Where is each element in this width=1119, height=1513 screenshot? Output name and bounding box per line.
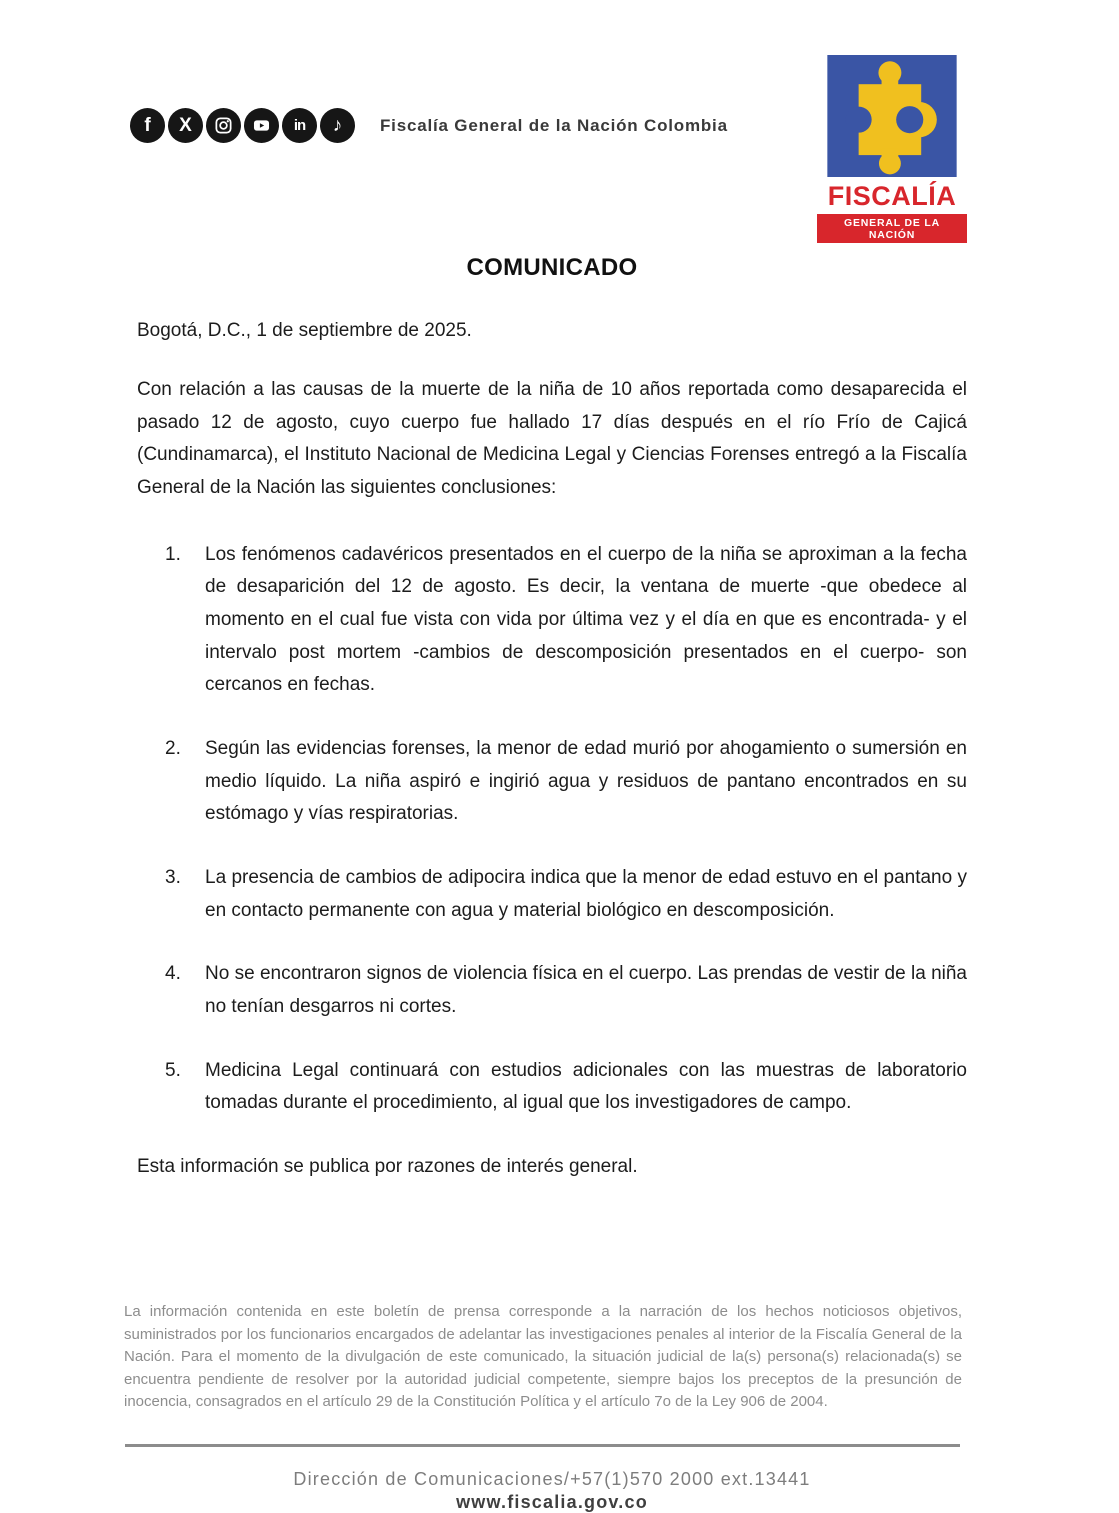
logo-wordmark: FISCALÍA (827, 181, 957, 211)
footer-divider (125, 1444, 960, 1447)
brand-text: Fiscalía General de la Nación Colombia (380, 115, 728, 135)
fiscalia-logo (817, 55, 967, 243)
document-body (0, 254, 1119, 1513)
linkedin-icon[interactable] (282, 108, 317, 143)
conclusion-item-3: La presencia de cambios de adipocira indica que la menor de edad estuvo en el pantano y en contacto permanente con agua y material biológico en descomposición. (205, 867, 967, 921)
facebook-icon[interactable]: f (130, 108, 165, 143)
letterhead (0, 0, 1119, 240)
conclusion-item-1: Los fenómenos cadavéricos presentados en el cuerpo de la niña se aproximan a la fecha de desaparición del 12 de agosto. Es decir, la ventana de muerte -que obedece al momento en el cual fue vista con vida por última vez y el día en que es encontrada- y el intervalo post mortem -cambios de descomposición presentados en el cuerpo- son cercanos en fechas. (205, 543, 967, 696)
conclusion-item-4: No se encontraron signos de violencia física en el cuerpo. Las prendas de vestir de la niña no tenían desgarros ni cortes. (205, 963, 967, 1018)
social-brand-row (130, 108, 728, 143)
tiktok-icon[interactable]: ♪ (320, 108, 355, 143)
youtube-icon[interactable] (244, 108, 279, 143)
x-twitter-icon[interactable]: X (168, 108, 203, 143)
logo-banner: GENERAL DE LA NACIÓN (817, 214, 967, 243)
conclusion-item-5: Medicina Legal continuará con estudios adicionales con las muestras de laboratorio tomadas durante el procedimiento, al igual que los investigadores de campo. (205, 1059, 967, 1114)
document-title: COMUNICADO (466, 254, 638, 281)
dateline: Bogotá, D.C., 1 de septiembre de 2025. (137, 320, 472, 341)
linkedin-glyph: in (293, 117, 306, 134)
fiscalia-logo-emblem (827, 55, 957, 177)
website-link[interactable]: www.fiscalia.gov.co (456, 1491, 648, 1512)
intro-paragraph: Con relación a las causas de la muerte de la niña de 10 años reportada como desaparecida el pasado 12 de agosto, cuyo cuerpo fue hallado 17 días después en el río Frío de Cajicá (Cundinamarca), el Instituto Nacional de Medicina Legal y Ciencias Forenses entregó a la Fiscalía General de la Nación las siguientes conclusiones: (137, 379, 967, 499)
conclusions-list (137, 539, 967, 1120)
social-icons (130, 108, 358, 143)
legal-disclaimer: La información contenida en este boletín de prensa corresponde a la narración de los hechos noticiosos objetivos, suministrados por los funcionarios encargados de adelantar las investigaciones penales al interior de la Fiscalía General de la Nación. Para el momento de la divulgación de este comunicado, la situación judicial de la(s) persona(s) relacionada(s) se encuentra pendiente de resolver por la autoridad judicial competente, siempre bajos los preceptos de la presunción de inocencia, consagrados en el artículo 29 de la Constitución Política y el artículo 7o de la Ley 906 de 2004. (124, 1303, 962, 1411)
conclusion-item-2: Según las evidencias forenses, la menor de edad murió por ahogamiento o sumersión en medio líquido. La niña aspiró e ingirió agua y residuos de pantano encontrados en su estómago y vías respiratorias. (205, 738, 967, 825)
closing-paragraph: Esta información se publica por razones de interés general. (137, 1156, 638, 1178)
instagram-icon[interactable] (206, 108, 241, 143)
contact-line: Dirección de Comunicaciones/+57(1)570 2000 ext.13441 (293, 1468, 811, 1489)
